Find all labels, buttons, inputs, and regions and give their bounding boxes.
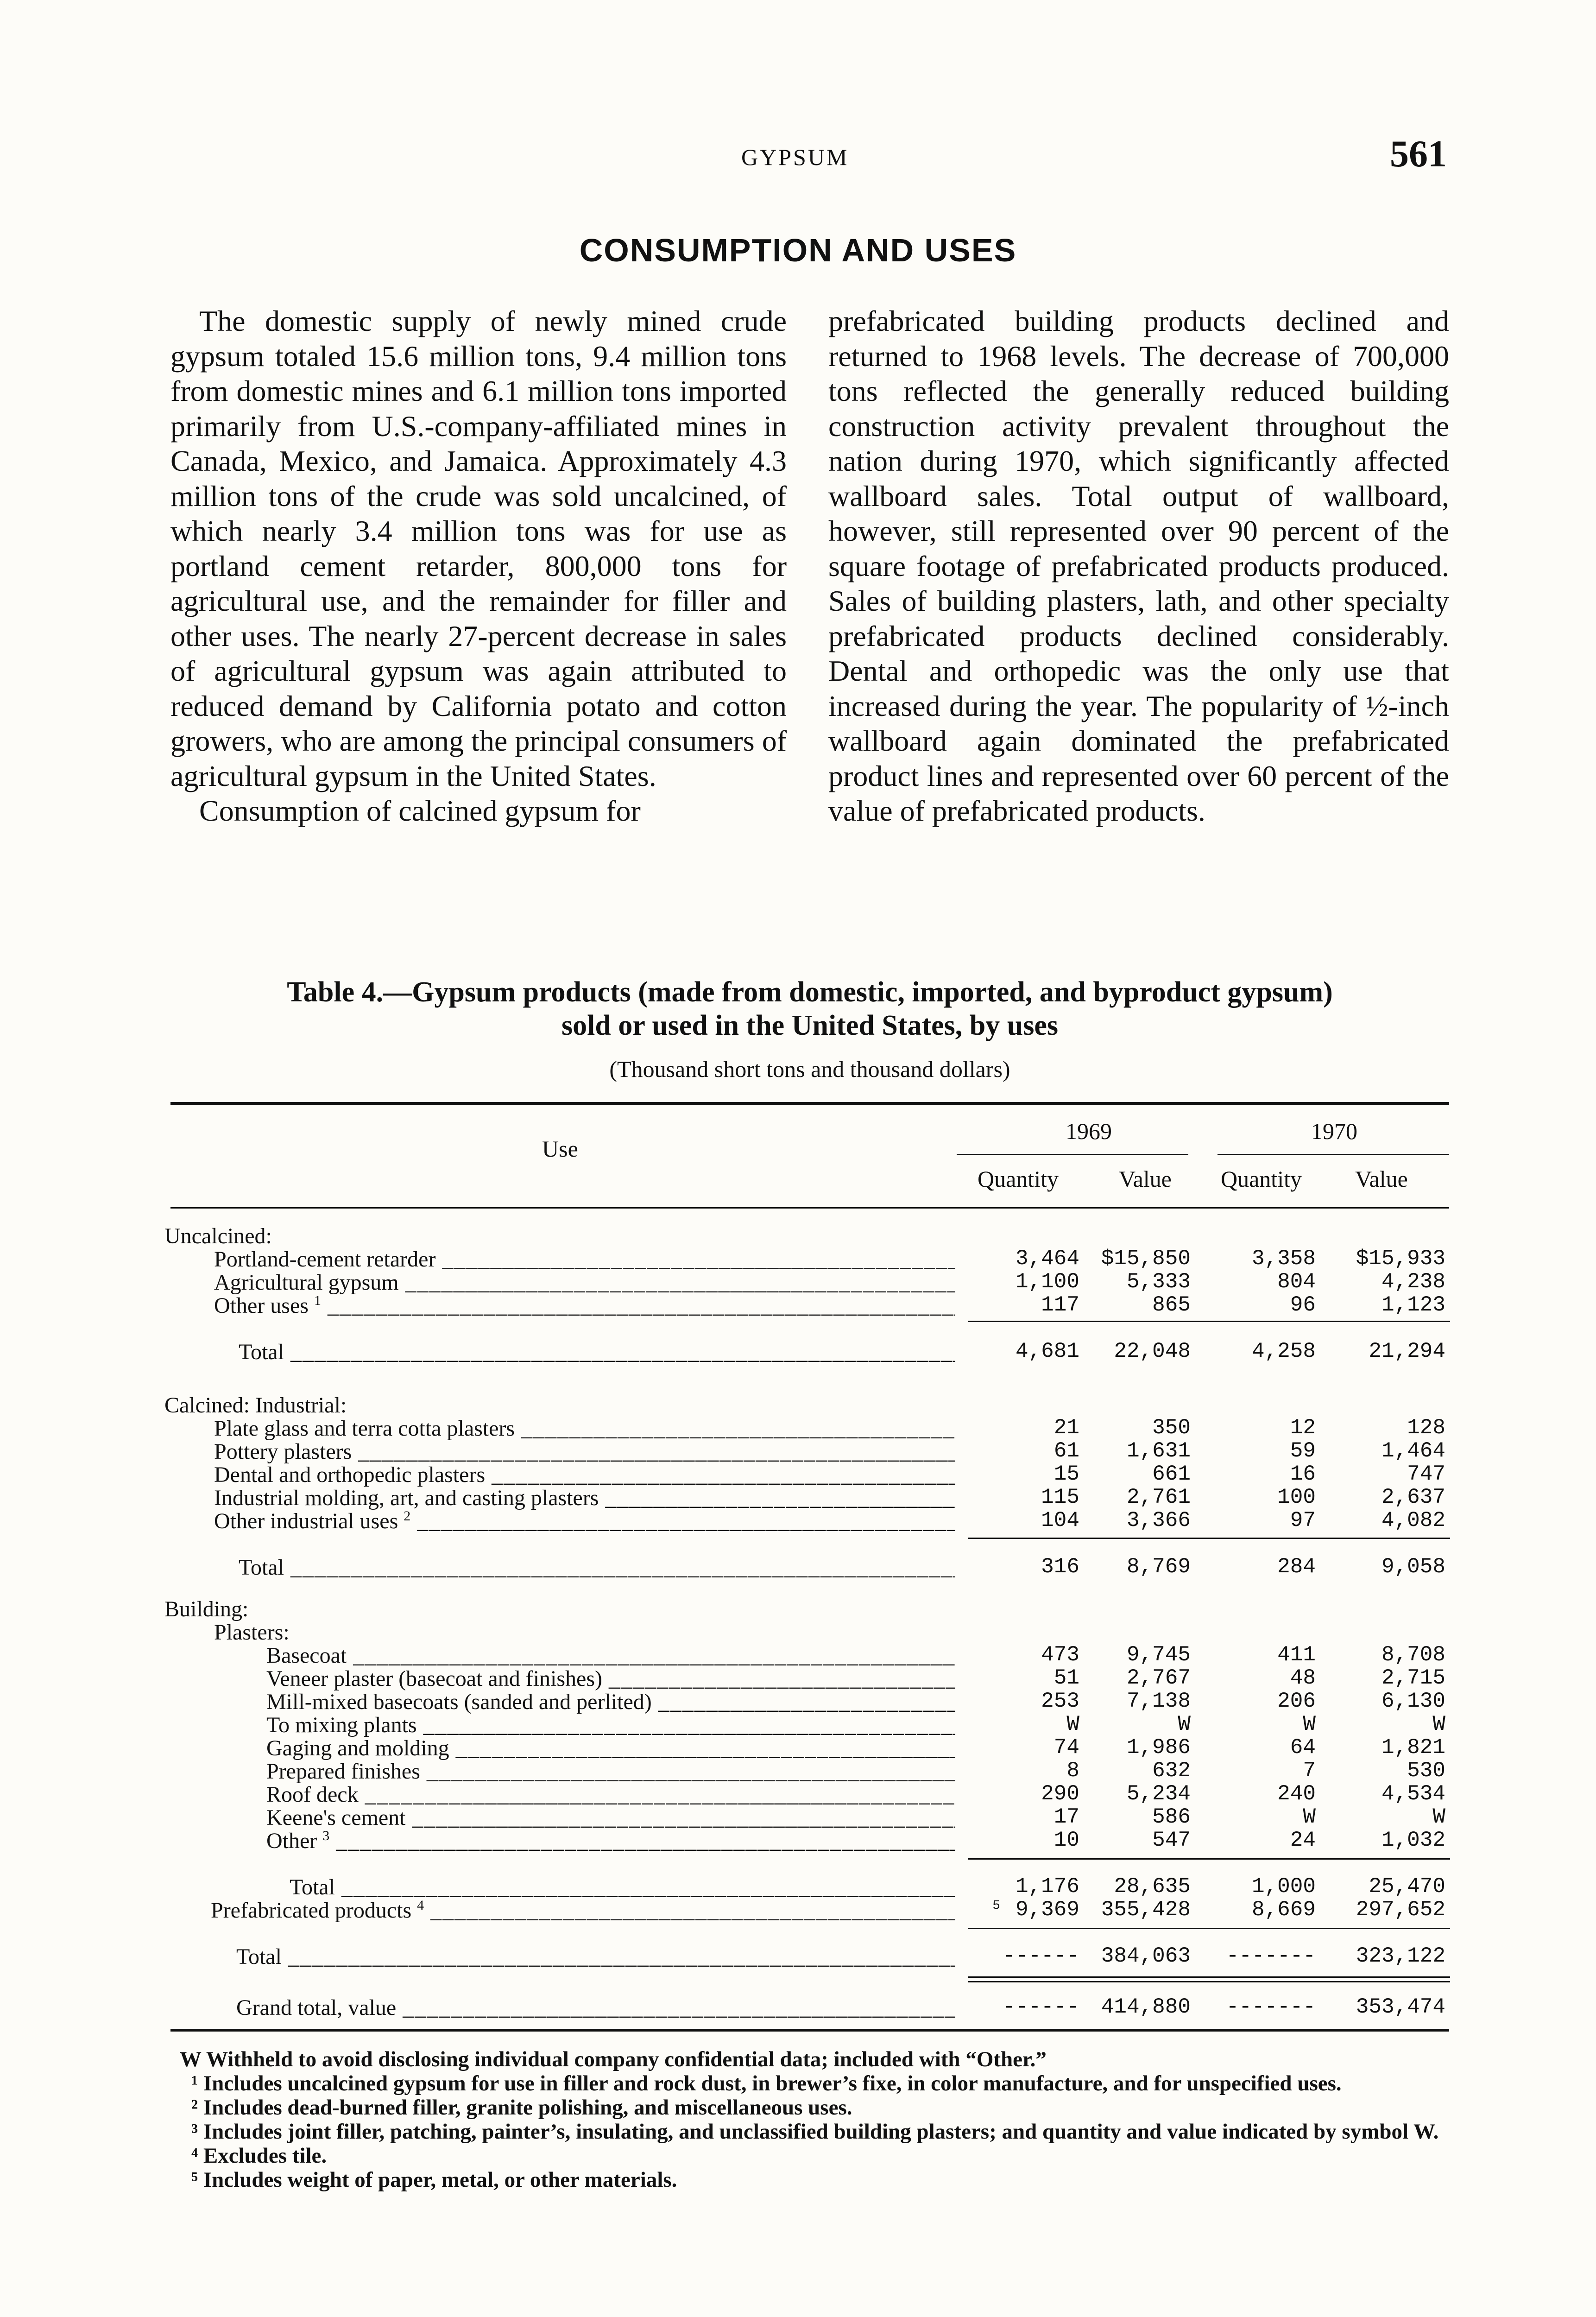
cell-value-1969: 865 (1152, 1293, 1191, 1317)
row-label: Grand total, value _____ (236, 1995, 955, 2020)
cell-quantity-1969: 473 (1041, 1643, 1079, 1667)
footnote-marker: 1 (314, 1293, 321, 1308)
footnote-marker: 4 (417, 1898, 424, 1913)
cell-quantity-1969: 316 (1041, 1555, 1079, 1579)
row-heading: Plasters: (214, 1620, 290, 1645)
cell-value-1970: 1,123 (1381, 1293, 1445, 1317)
cell-value-1970: 323,122 (1356, 1944, 1445, 1968)
cell-value-1970: 2,715 (1381, 1666, 1445, 1690)
table-row (0, 1270, 1596, 1293)
table-row (0, 1995, 1596, 2018)
table-row (0, 1735, 1596, 1759)
table-bottom-rule (170, 2029, 1449, 2032)
footnote: ³ Includes joint filler, patching, painter’s, insulating, and unclassified building plasters; and quantity and value indicated by symbol W. (191, 2120, 1439, 2144)
grand-total-rule (968, 1976, 1450, 1978)
cell-quantity-1969: 253 (1041, 1689, 1079, 1713)
table-row (0, 1416, 1596, 1439)
cell-value-1969: 355,428 (1101, 1898, 1191, 1922)
cell-value-1970: 128 (1407, 1416, 1445, 1440)
cell-quantity-1970: ------- (1226, 1995, 1316, 2019)
row-label: Plate glass and terra cotta plasters _____ (214, 1416, 955, 1441)
row-label: Gaging and molding _____ (266, 1735, 955, 1761)
header-bottom-rule (170, 1207, 1449, 1209)
cell-value-1970: 747 (1407, 1462, 1445, 1486)
body-column-right (828, 304, 1449, 829)
row-label: Roof deck _____ (266, 1782, 955, 1807)
cell-value-1970: 1,464 (1381, 1439, 1445, 1463)
running-head: GYPSUM (741, 144, 849, 170)
cell-quantity-1969: 1,100 (1015, 1270, 1079, 1294)
cell-value-1969: 2,767 (1126, 1666, 1191, 1690)
cell-quantity-1969: 3,464 (1015, 1247, 1079, 1271)
row-label: Pottery plasters _____ (214, 1439, 955, 1464)
cell-value-1970: 4,082 (1381, 1508, 1445, 1532)
cell-quantity-1969: 117 (1041, 1293, 1079, 1317)
subtotal-rule (968, 1538, 1450, 1539)
row-label: Dental and orthopedic plasters _____ (214, 1462, 955, 1488)
table-row (0, 1555, 1596, 1578)
row-label: Agricultural gypsum _____ (214, 1270, 955, 1295)
cell-quantity-1970: 12 (1290, 1416, 1316, 1440)
row-label: Mill-mixed basecoats (sanded and perlited) _____ (266, 1689, 955, 1715)
cell-quantity-1969: ------ (1003, 1995, 1079, 2019)
cell-quantity-1969: 17 (1053, 1805, 1079, 1829)
cell-quantity-1969: 15 (1053, 1462, 1079, 1486)
cell-quantity-1969: 61 (1053, 1439, 1079, 1463)
cell-value-1970: 9,058 (1381, 1555, 1445, 1579)
cell-quantity-1969: 51 (1053, 1666, 1079, 1690)
footnotes (170, 2047, 1449, 2192)
table-row (0, 1944, 1596, 1967)
cell-quantity-1970: 1,000 (1251, 1874, 1316, 1899)
row-label (211, 1898, 955, 1923)
cell-value-1969: W (1178, 1712, 1191, 1736)
table-title-line: sold or used in the United States, by uses (561, 1010, 1058, 1041)
cell-quantity-1970: W (1303, 1805, 1316, 1829)
footnote-marker: 3 (322, 1828, 330, 1843)
cell-quantity-1970: 59 (1290, 1439, 1316, 1463)
table-row (0, 1712, 1596, 1735)
column-header-1969: 1969 (1066, 1118, 1112, 1144)
cell-value-1969: 586 (1152, 1805, 1191, 1829)
column-header-1970: 1970 (1311, 1118, 1357, 1144)
cell-quantity-1970: 206 (1277, 1689, 1316, 1713)
footnote: ⁵ Includes weight of paper, metal, or other materials. (191, 2168, 677, 2192)
cell-value-1969: 2,761 (1126, 1485, 1191, 1509)
cell-value-1969: 8,769 (1126, 1555, 1191, 1579)
cell-value-1970: 353,474 (1356, 1995, 1445, 2019)
cell-value-1970: 297,652 (1356, 1898, 1445, 1922)
row-label: To mixing plants _____ (266, 1712, 955, 1738)
table-row (0, 1805, 1596, 1828)
row-label: Keene's cement _____ (266, 1805, 955, 1830)
cell-value-1969: 3,366 (1126, 1508, 1191, 1532)
cell-quantity-1969: 21 (1053, 1416, 1079, 1440)
cell-quantity-1970: 284 (1277, 1555, 1316, 1579)
cell-value-1969: 547 (1152, 1828, 1191, 1852)
row-label (214, 1508, 955, 1534)
row-label: Veneer plaster (basecoat and finishes) _____ (266, 1666, 955, 1691)
cell-value-1969: 7,138 (1126, 1689, 1191, 1713)
paragraph: Consumption of calcined gypsum for (199, 794, 641, 827)
row-label-text: Other uses (214, 1293, 309, 1318)
row-label (266, 1828, 955, 1854)
table-row (0, 1339, 1596, 1362)
cell-value-1970: 1,032 (1381, 1828, 1445, 1852)
cell-quantity-1970: 97 (1290, 1508, 1316, 1532)
paragraph: prefabricated building products declined and returned to 1968 levels. The decrease of 700,000 tons reflected the generally reduced building construction activity prevalent throughout the nation during 1970, which significantly affected wallboard sales. Total output of wallboard, however, still represented over 90 percent of the square footage of prefabricated products produced. Sales of building plasters, lath, and other specialty prefabricated products declined considerably. Dental and orthopedic was the only use that increased during the year. The popularity of ½-inch wallboard again dominated the prefabricated product lines and represented over 60 percent of the value of prefabricated products. (828, 304, 1449, 827)
footnote: ⁴ Excludes tile. (191, 2144, 327, 2168)
cell-quantity-1969: 10 (1053, 1828, 1079, 1852)
table-row (0, 1620, 1596, 1643)
cell-quantity-1970: 411 (1277, 1643, 1316, 1667)
cell-value-1970: 530 (1407, 1759, 1445, 1783)
cell-quantity-1969: 115 (1041, 1485, 1079, 1509)
cell-value-1969: 384,063 (1101, 1944, 1191, 1968)
cell-quantity-1970: 16 (1290, 1462, 1316, 1486)
column-header-value-1970: Value (1355, 1166, 1408, 1192)
table-top-rule (170, 1102, 1449, 1105)
cell-value-1969: 5,333 (1126, 1270, 1191, 1294)
table-row (0, 1643, 1596, 1666)
table-row (0, 1508, 1596, 1532)
cell-quantity-1969: 74 (1053, 1735, 1079, 1760)
footnote-marker: 2 (404, 1508, 411, 1524)
table-row (0, 1874, 1596, 1898)
table-row (0, 1393, 1596, 1416)
row-label: Total _____ (239, 1339, 955, 1365)
cell-value-1970: 6,130 (1381, 1689, 1445, 1713)
cell-value-1970: 21,294 (1369, 1339, 1445, 1363)
cell-value-1970: $15,933 (1356, 1247, 1445, 1271)
row-label-text: Other industrial uses (214, 1509, 398, 1533)
cell-value-1970: 4,238 (1381, 1270, 1445, 1294)
cell-value-1969: 661 (1152, 1462, 1191, 1486)
cell-value-1969: 1,986 (1126, 1735, 1191, 1760)
cell-quantity-1969: 290 (1041, 1782, 1079, 1806)
cell-quantity-1969: 4,681 (1015, 1339, 1079, 1363)
body-column-left (170, 304, 787, 829)
cell-value-1969: 1,631 (1126, 1439, 1191, 1463)
row-label (214, 1293, 955, 1318)
table-row (0, 1596, 1596, 1620)
row-label: Prepared finishes _____ (266, 1759, 955, 1784)
table-row (0, 1293, 1596, 1316)
footnote: ¹ Includes uncalcined gypsum for use in filler and rock dust, in brewer’s fixe, in color manufacture, and for unspecified uses. (191, 2071, 1342, 2095)
cell-quantity-1970: 24 (1290, 1828, 1316, 1852)
cell-quantity-1970: 804 (1277, 1270, 1316, 1294)
section-title: CONSUMPTION AND USES (579, 232, 1017, 268)
cell-quantity-1969: ⁵ 9,369 (990, 1898, 1079, 1922)
row-label: Portland-cement retarder _____ (214, 1247, 955, 1272)
row-label: Total _____ (236, 1944, 955, 1969)
cell-quantity-1969: W (1066, 1712, 1079, 1736)
cell-quantity-1970: W (1303, 1712, 1316, 1736)
table-row (0, 1462, 1596, 1485)
table-row (0, 1666, 1596, 1689)
column-header-use: Use (542, 1136, 578, 1162)
paragraph: The domestic supply of newly mined crude gypsum totaled 15.6 million tons, 9.4 million tons from domestic mines and 6.1 million tons imported primarily from U.S.-company-affiliated mines in Canada, Mexico, and Jamaica. Approximately 4.3 million tons of the crude was sold uncalcined, of which nearly 3.4 million tons was for use as portland cement retarder, 800,000 tons for agricultural use, and the remainder for filler and other uses. The nearly 27-percent decrease in sales of agricultural gypsum was again attributed to reduced demand by California potato and cotton growers, who are among the principal consumers of agricultural gypsum in the United States. (170, 304, 787, 792)
cell-quantity-1969: 104 (1041, 1508, 1079, 1532)
table-row (0, 1439, 1596, 1462)
column-header-value-1969: Value (1119, 1166, 1172, 1192)
cell-quantity-1970: 7 (1303, 1759, 1316, 1783)
cell-value-1969: $15,850 (1101, 1247, 1191, 1271)
column-header-quantity-1969: Quantity (978, 1166, 1059, 1192)
row-label: Basecoat _____ (266, 1643, 955, 1668)
year-rule-1969 (957, 1154, 1188, 1155)
subtotal-rule (968, 1928, 1450, 1929)
row-label-text: Prefabricated products (211, 1898, 412, 1923)
table-row (0, 1759, 1596, 1782)
row-heading: Building: (164, 1597, 249, 1621)
cell-quantity-1970: 3,358 (1251, 1247, 1316, 1271)
subtotal-rule (968, 1858, 1450, 1860)
table-row (0, 1223, 1596, 1247)
cell-quantity-1970: 8,669 (1251, 1898, 1316, 1922)
cell-quantity-1970: ------- (1226, 1944, 1316, 1968)
cell-quantity-1970: 4,258 (1251, 1339, 1316, 1363)
cell-value-1970: 4,534 (1381, 1782, 1445, 1806)
row-label-text: Other (266, 1829, 317, 1853)
table-title (170, 975, 1449, 1042)
cell-quantity-1970: 240 (1277, 1782, 1316, 1806)
page-number: 561 (1390, 133, 1447, 175)
table-title-line: Table 4.—Gypsum products (made from domestic, imported, and byproduct gypsum) (287, 976, 1333, 1008)
cell-value-1969: 28,635 (1114, 1874, 1191, 1899)
cell-quantity-1970: 96 (1290, 1293, 1316, 1317)
table-row (0, 1247, 1596, 1270)
table-subtitle: (Thousand short tons and thousand dollars) (609, 1056, 1010, 1082)
cell-value-1970: 8,708 (1381, 1643, 1445, 1667)
row-label: Industrial molding, art, and casting plasters _____ (214, 1485, 955, 1511)
table-row (0, 1689, 1596, 1712)
row-heading: Calcined: Industrial: (164, 1393, 347, 1418)
cell-quantity-1970: 100 (1277, 1485, 1316, 1509)
row-label: Total _____ (290, 1874, 955, 1900)
table-row (0, 1828, 1596, 1851)
row-label: Total _____ (239, 1555, 955, 1580)
row-heading: Uncalcined: (164, 1224, 272, 1248)
cell-value-1970: W (1432, 1712, 1445, 1736)
table-row (0, 1898, 1596, 1921)
cell-value-1969: 9,745 (1126, 1643, 1191, 1667)
cell-value-1969: 350 (1152, 1416, 1191, 1440)
cell-value-1970: W (1432, 1805, 1445, 1829)
cell-quantity-1969: 1,176 (1015, 1874, 1079, 1899)
cell-value-1969: 5,234 (1126, 1782, 1191, 1806)
cell-value-1970: 25,470 (1369, 1874, 1445, 1899)
column-header-quantity-1970: Quantity (1221, 1166, 1302, 1192)
footnote: W Withheld to avoid disclosing individual company confidential data; included with “Other.” (180, 2047, 1047, 2071)
cell-value-1969: 632 (1152, 1759, 1191, 1783)
cell-quantity-1970: 64 (1290, 1735, 1316, 1760)
cell-value-1969: 414,880 (1101, 1995, 1191, 2019)
cell-value-1970: 2,637 (1381, 1485, 1445, 1509)
table-row (0, 1782, 1596, 1805)
table-row (0, 1485, 1596, 1508)
cell-quantity-1969: 8 (1066, 1759, 1079, 1783)
cell-value-1969: 22,048 (1114, 1339, 1191, 1363)
cell-quantity-1970: 48 (1290, 1666, 1316, 1690)
subtotal-rule (968, 1321, 1450, 1322)
grand-total-rule (968, 1981, 1450, 1982)
footnote: ² Includes dead-burned filler, granite polishing, and miscellaneous uses. (191, 2095, 852, 2120)
year-rule-1970 (1218, 1154, 1449, 1155)
cell-quantity-1969: ------ (1003, 1944, 1079, 1968)
cell-value-1970: 1,821 (1381, 1735, 1445, 1760)
